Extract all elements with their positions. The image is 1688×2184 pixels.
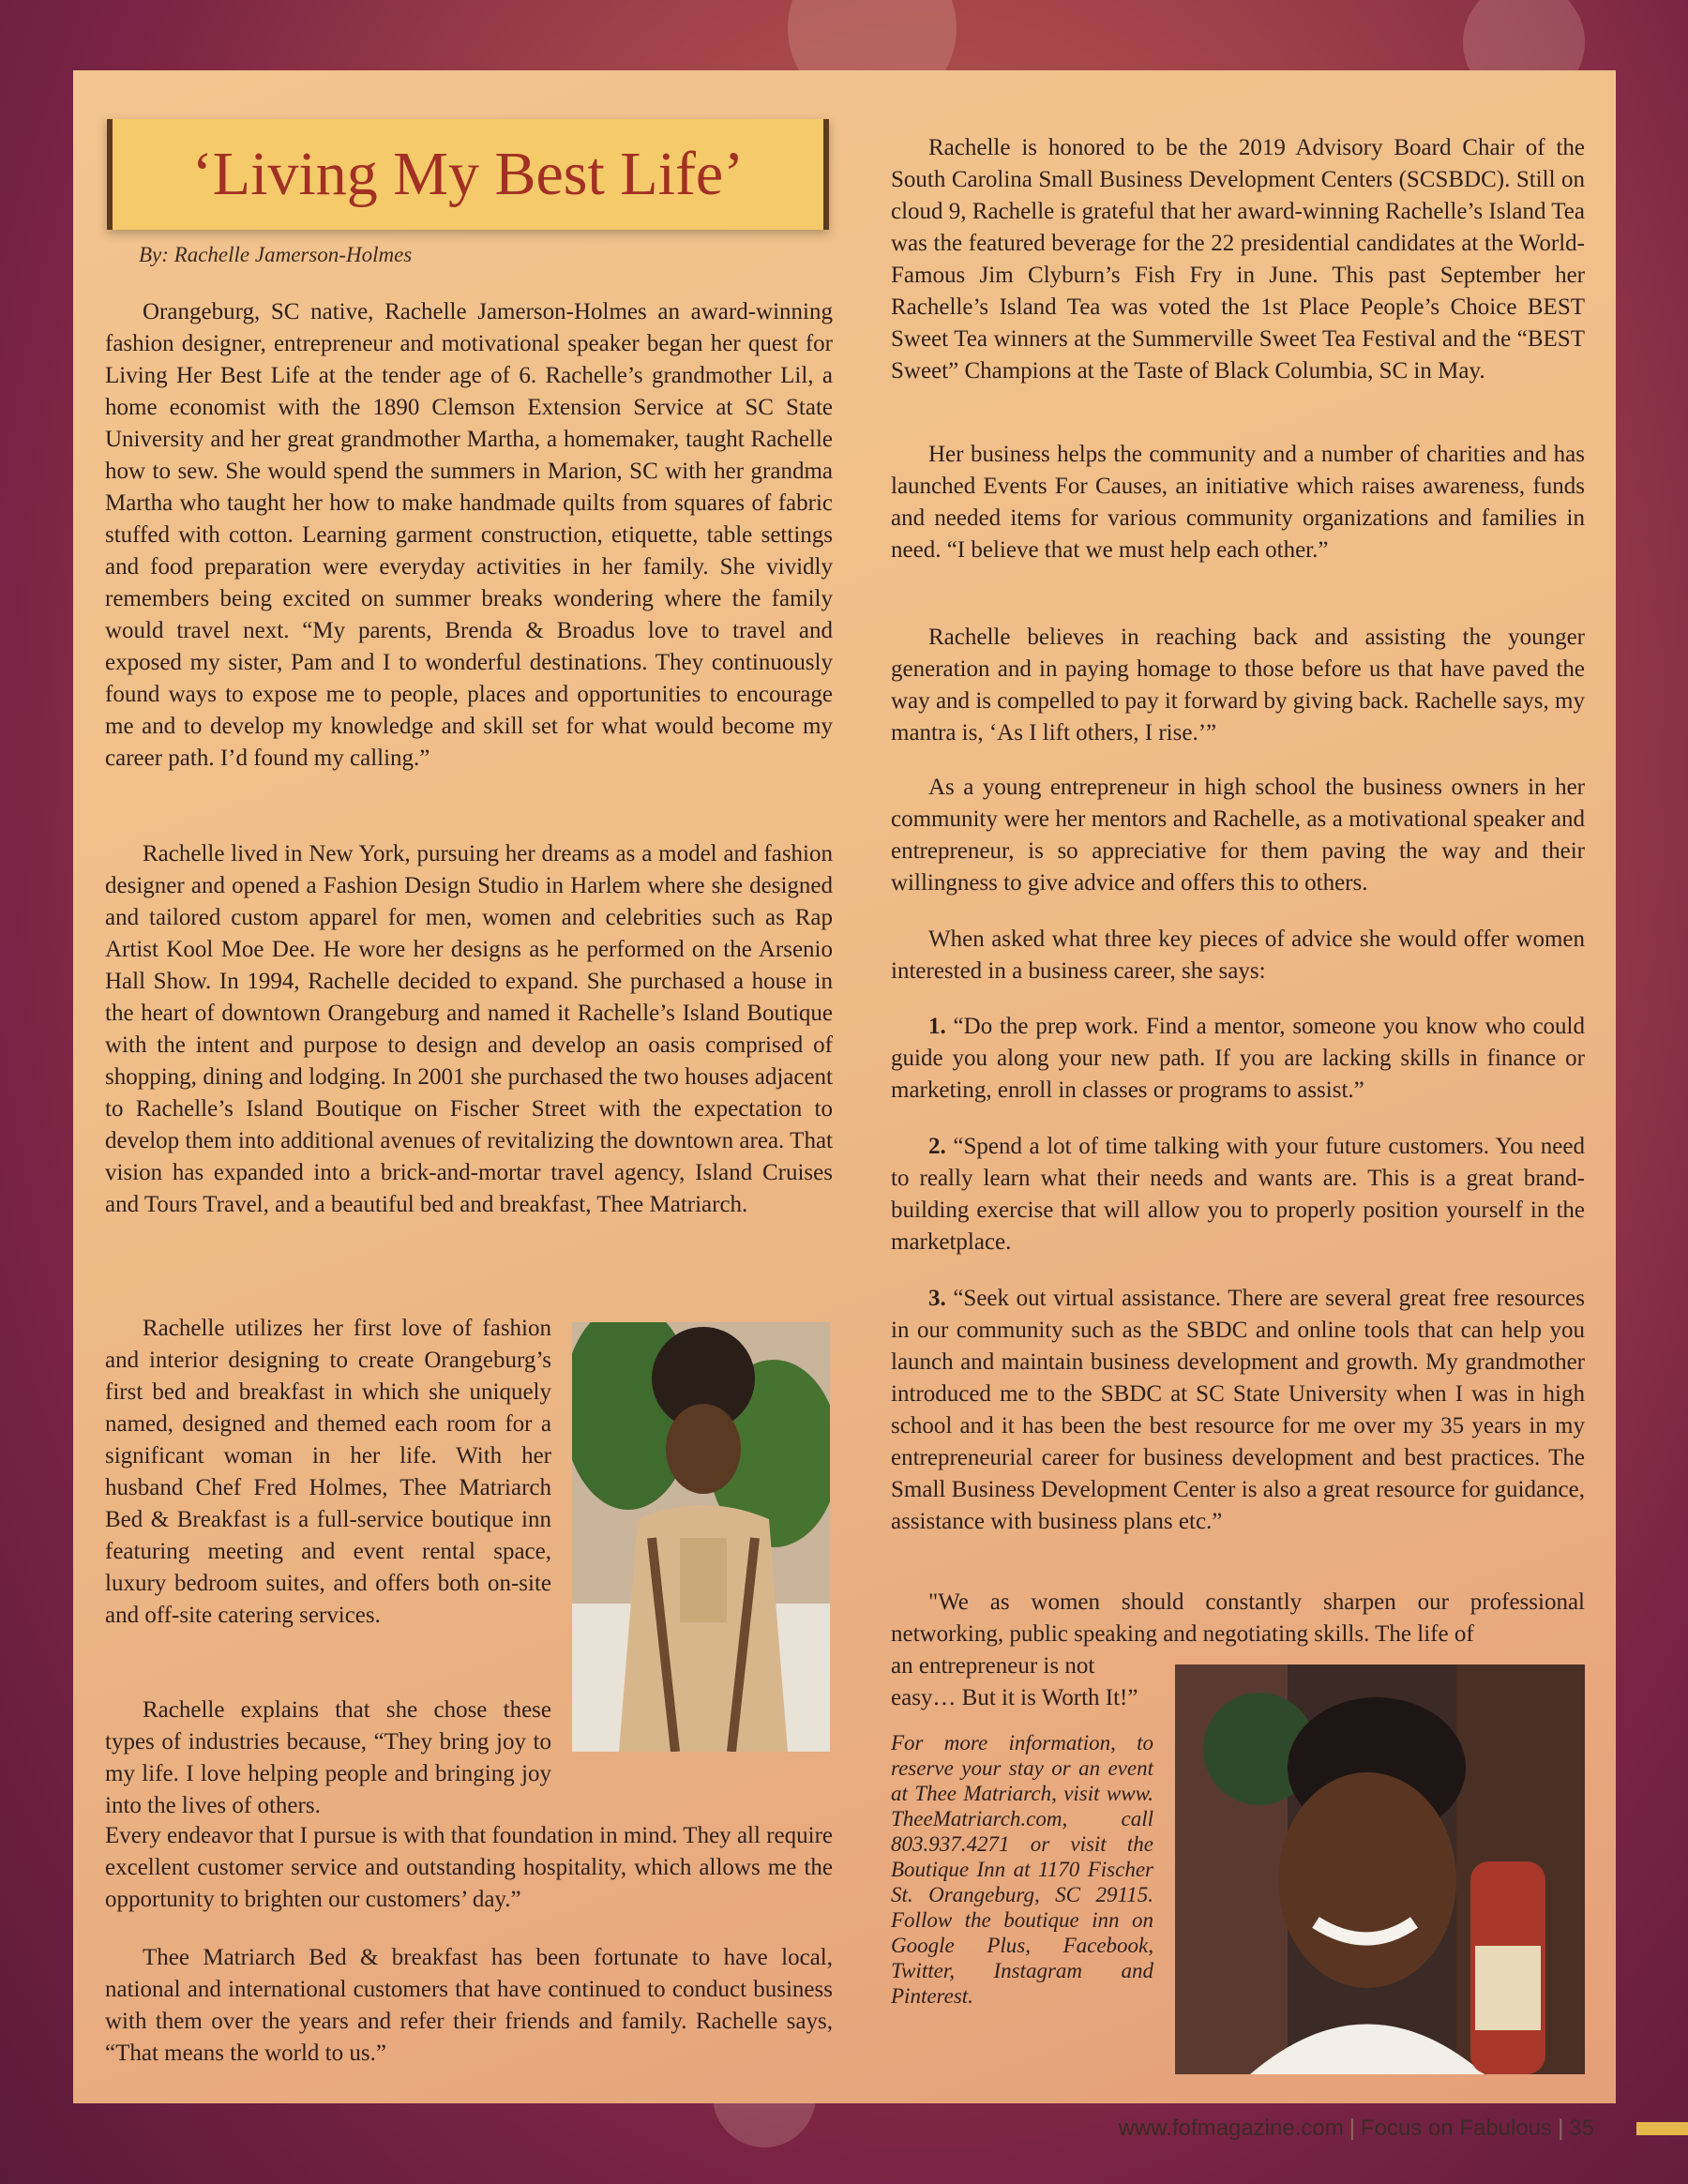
closing-quote-continued: an entrepreneur is not easy… But it is Worth It!”	[891, 1653, 1138, 1710]
advice-item-1: 1. “Do the prep work. Find a mentor, someone you know who could guide you along your new path. If you are lacking skills in finance or marketing, enroll in classes or programs to assist.”	[891, 1014, 1585, 1103]
left-paragraph-1: Orangeburg, SC native, Rachelle Jamerson-Holmes an award-winning fashion designer, entrepreneur and motivational speaker began her quest for Living Her Best Life at the tender age of 6. Rachelle’s grandmother Lil, a home economist with the 1890 Clemson Extension Service at SC State University and her great grandmother Martha, a homemaker, taught Rachelle how to sew. She would spend the summers in Marion, SC with her grandma Martha who taught her how to make handmade quilts from squares of fabric stuffed with cotton. Learning garment construction, etiquette, table settings and food preparation were everyday activities in her family. She vividly remembers being excited on summer breaks wondering where the family would travel next. “My parents, Brenda & Broadus love to travel and exposed my sister, Pam and I to wonderful destinations. They continuously found ways to expose me to people, places and opportunities to encourage me and to develop my knowledge and skill set for what would become my career path. I’d found my calling.”	[105, 299, 833, 771]
tea-portrait-photo	[1175, 1664, 1585, 2074]
right-paragraph-3: Rachelle believes in reaching back and assisting the younger generation and in paying homage to those before us that have paved the way and is compelled to pay it forward by giving back. Rachelle says, my mantra is, ‘As I lift others, I rise.’”	[891, 625, 1585, 746]
right-paragraph-2: Her business helps the community and a number of charities and has launched Events For Causes, an initiative which raises awareness, funds and needed items for various community organizations and families in need. “I believe that we must help each other.”	[891, 442, 1585, 563]
left-paragraph-5: Thee Matriarch Bed & breakfast has been fortunate to have local, national and international customers that have continued to conduct business with them over the years and refer their friends and family. Rachelle says, “That means the world to us.”	[105, 1945, 833, 2066]
footer-magazine-name: Focus on Fabulous	[1360, 2116, 1553, 2141]
left-paragraph-4: Rachelle explains that she chose these types of industries because, “They bring joy to my life. I love helping people and bringing joy into the lives of others.	[105, 1697, 551, 1818]
portrait-photo	[572, 1322, 830, 1752]
right-paragraph-5: When asked what three key pieces of advice she would offer women interested in a business career, she says:	[891, 926, 1585, 984]
advice-item-2: 2. “Spend a lot of time talking with your future customers. You need to really learn what their needs and wants are. This is a great brand-building exercise that will allow you to properly position yourself in the marketplace.	[891, 1134, 1585, 1255]
article-panel	[73, 70, 1616, 2103]
page-number: 35	[1569, 2116, 1594, 2141]
left-paragraph-3: Rachelle utilizes her first love of fashion and interior designing to create Orangeburg’s first bed and breakfast in which she uniquely named, designed and themed each room for a significant woman in her life. With her husband Chef Fred Holmes, Thee Matriarch Bed & Breakfast is a full-service boutique inn featuring meeting and event rental space, luxury bedroom suites, and offers both on-site and off-site catering services.	[105, 1316, 551, 1628]
advice-item-3: 3. “Seek out virtual assistance. There are several great free resources in our community such as the SBDC and online tools that can help you launch and maintain business development and growth. My grandmother introduced me to the SBDC at SC State University when I was in high school and it has been the best resource for me over my 35 years in my entrepreneurial career for business development and best practices. The Small Business Development Center is also a great resource for guidance, assistance with business plans etc.”	[891, 1286, 1585, 1534]
left-paragraph-2: Rachelle lived in New York, pursuing her dreams as a model and fashion designer and opened a Fashion Design Studio in Harlem where she designed and tailored custom apparel for men, women and celebrities such as Rap Artist Kool Moe Dee. He wore her designs as he performed on the Arsenio Hall Show. In 1994, Rachelle decided to expand. She purchased a house in the heart of downtown Orangeburg and named it Rachelle’s Island Boutique with the intent and purpose to design and develop an oasis comprised of shopping, dining and lodging. In 2001 she purchased the two houses adjacent to Rachelle’s Island Boutique on Fischer Street with the expectation to develop them into additional avenues of revitalizing the downtown area. That vision has expanded into a brick-and-mortar travel agency, Island Cruises and Tours Travel, and a beautiful bed and breakfast, Thee Matriarch.	[105, 841, 833, 1217]
right-paragraph-1: Rachelle is honored to be the 2019 Advisory Board Chair of the South Carolina Small Business Development Centers (SCSBDC). Still on cloud 9, Rachelle is grateful that her award-winning Rachelle’s Island Tea was the featured beverage for the 22 presidential candidates at the World-Famous Jim Clyburn’s Fish Fry in June. This past September her Rachelle’s Island Tea was voted the 1st Place People’s Choice BEST Sweet Tea winners at the Summerville Sweet Tea Festival and the “BEST Sweet” Champions at the Taste of Black Columbia, SC in May.	[891, 135, 1585, 384]
footer-website: www.fofmagazine.com	[1118, 2116, 1344, 2141]
footer-accent-bar	[1636, 2122, 1688, 2135]
page-footer: www.fofmagazine.com | Focus on Fabulous | 35	[1118, 2116, 1594, 2141]
byline: By: Rachelle Jamerson-Holmes	[139, 243, 413, 266]
more-info-text: For more information, to reserve your stay or an event at Thee Matriarch, visit www. TheeMatriarch.com, call 803.937.4271 or visit the Boutique Inn at 1170 Fischer St. Orangeburg, SC 29115. Follow the boutique inn on Google Plus, Facebook, Twitter, Instagram and Pinterest.	[891, 1731, 1153, 2008]
left-paragraph-4-continued: Every endeavor that I pursue is with that foundation in mind. They all require excellent customer service and outstanding hospitality, which allows me the opportunity to brighten our customers’ day.”	[105, 1823, 833, 1912]
closing-quote: "We as women should constantly sharpen our professional networking, public speaking and negotiating skills. The life of	[891, 1589, 1585, 1647]
right-paragraph-4: As a young entrepreneur in high school the business owners in her community were her mentors and Rachelle, as a motivational speaker and entrepreneur, is so appreciative for them paving the way and their willingness to give advice and offers this to others.	[891, 775, 1585, 896]
article-title: ‘Living My Best Life’	[191, 140, 745, 208]
title-banner	[107, 119, 829, 230]
